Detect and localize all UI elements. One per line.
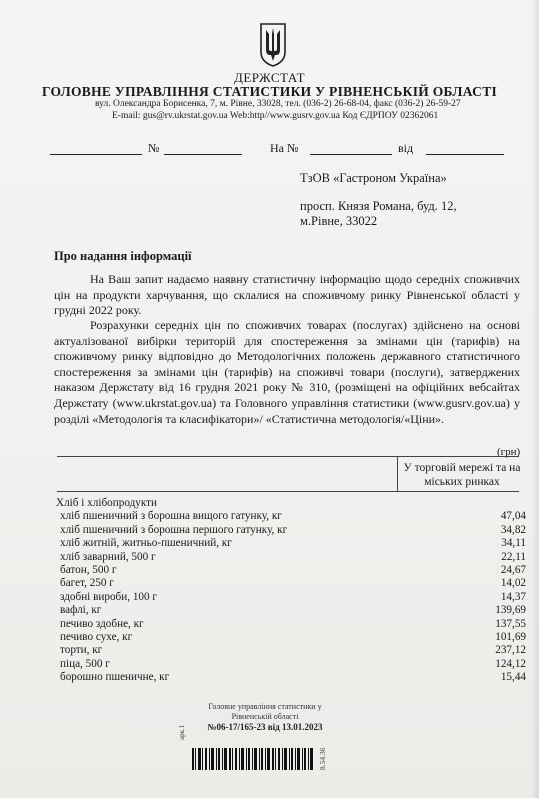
row-label: батон, 500 г — [60, 563, 117, 576]
table-row — [56, 658, 526, 671]
row-label: печиво здобне, кг — [60, 617, 144, 630]
row-label: хліб пшеничний з борошна першого гатунку, кг — [60, 523, 288, 536]
reply-to-line — [310, 154, 392, 155]
price-table — [56, 497, 526, 684]
row-label: Хліб і хлібопродукти — [56, 497, 158, 509]
table-row — [56, 510, 526, 523]
row-value: 15,44 — [500, 671, 526, 684]
org-full-name: ГОЛОВНЕ УПРАВЛІННЯ СТАТИСТИКИ У РІВНЕНСЬКІЙ ОБЛАСТІ — [41, 84, 498, 99]
org-address: вул. Олександра Борисенка, 7, м. Рівне, 33028, тел. (036-2) 26-68-04, факс (036-2) 26-59-27 — [95, 99, 461, 109]
number-sign: № — [148, 141, 160, 155]
row-label: піца, 500 г — [60, 657, 110, 670]
body-paragraph-2 — [54, 318, 520, 427]
stamp-sheet-count: арк.1 — [178, 724, 186, 740]
row-label: хліб заварний, 500 г — [60, 550, 156, 563]
stamp-registration-number: №06-17/165-23 від 13.01.2023 — [207, 722, 323, 732]
recipient-street: просп. Князя Романа, буд. 12, — [300, 199, 457, 213]
row-value: 47,04 — [500, 510, 526, 523]
stamp-org-line-1: Головне управління статистики у — [208, 702, 322, 711]
row-value: 22,11 — [501, 550, 526, 563]
table-row — [56, 524, 526, 537]
row-value: 14,37 — [500, 590, 526, 603]
row-value: 14,02 — [500, 577, 526, 590]
stamp-org-line-2: Рівненській області — [231, 712, 299, 721]
row-label: хліб житній, житньо-пшеничний, кг — [60, 537, 232, 550]
row-value: 137,55 — [495, 617, 526, 630]
body-paragraph-1-text: На Ваш запит надаємо наявну статистичну інформацію щодо середніх споживчих цін на продукти харчування, що склалися на споживчому ринку Рівненської області у грудні 2022 року. — [54, 272, 520, 318]
barcode-icon — [192, 748, 314, 770]
row-value: 124,12 — [495, 657, 526, 670]
table-row — [56, 618, 526, 631]
table-row — [56, 631, 526, 644]
recipient-city: м.Рівне, 33022 — [300, 214, 378, 228]
recipient-name: ТзОВ «Гастроном Україна» — [300, 171, 447, 185]
row-value: 237,12 — [495, 644, 526, 657]
page-edge-shadow — [531, 0, 539, 798]
letter-subject: Про надання інформації — [54, 249, 192, 263]
table-row — [56, 537, 526, 550]
row-value: 34,11 — [501, 537, 526, 550]
row-label: здобні вироби, 100 г — [60, 590, 157, 603]
row-label: вафлі, кг — [60, 604, 102, 617]
column-header-trade-network: У торговій мережі та на міських ринках — [403, 462, 521, 488]
row-value: 34,82 — [500, 523, 526, 536]
outgoing-number-value-line — [164, 154, 242, 155]
table-row — [56, 551, 526, 564]
row-value: 101,69 — [495, 630, 526, 643]
table-row — [56, 644, 526, 657]
table-row — [56, 671, 526, 684]
body-paragraph-1 — [54, 272, 520, 319]
org-contacts: E-mail: gus@rv.ukrstat.gov.ua Web:http//www.gusrv.gov.ua Код ЄДРПОУ 02362061 — [112, 111, 439, 121]
ukraine-trident-emblem-icon — [258, 22, 288, 68]
row-label: печиво сухе, кг — [60, 630, 133, 643]
table-row — [56, 497, 526, 510]
table-row — [56, 604, 526, 617]
table-header — [57, 456, 519, 492]
table-row — [56, 577, 526, 590]
org-short-name: ДЕРЖСТАТ — [233, 70, 306, 85]
row-label: хліб пшеничний з борошна вищого гатунку, кг — [60, 510, 282, 523]
row-label: торти, кг — [60, 644, 103, 657]
table-header-divider — [397, 457, 398, 491]
outgoing-number-line — [50, 154, 142, 155]
table-row — [56, 564, 526, 577]
registration-stamp — [195, 702, 335, 732]
row-label: багет, 250 г — [60, 577, 114, 590]
row-label: борошно пшеничне, кг — [60, 671, 170, 684]
stamp-time: 8.54.36 — [318, 747, 327, 770]
from-date-line — [426, 154, 504, 155]
currency-unit: (грн) — [497, 446, 521, 458]
from-label: від — [398, 141, 414, 155]
row-value: 139,69 — [495, 604, 526, 617]
row-value: 24,67 — [500, 563, 526, 576]
reply-to-label: На № — [270, 141, 299, 155]
table-row — [56, 591, 526, 604]
body-paragraph-2-text: Розрахунки середніх цін по споживчих товарах (послугах) здійснено на основі актуалізованої вибірки територій для спостереження за змінами цін (тарифів) на споживчому ринку відповідно до Методологічних положень державного статистичного спостереження за змінами цін (тарифів) на споживчі товари (послуги), затверджених наказом Держстату від 16 грудня 2021 року № 310, (розміщені на офіційних вебсайтах Держстату (www.ukrstat.gov.ua) та Головного управління статистики (www.gusrv.gov.ua) у розділі «Методологія та класифікатори»/ «Статистична методологія/«Ціни». — [54, 318, 520, 426]
